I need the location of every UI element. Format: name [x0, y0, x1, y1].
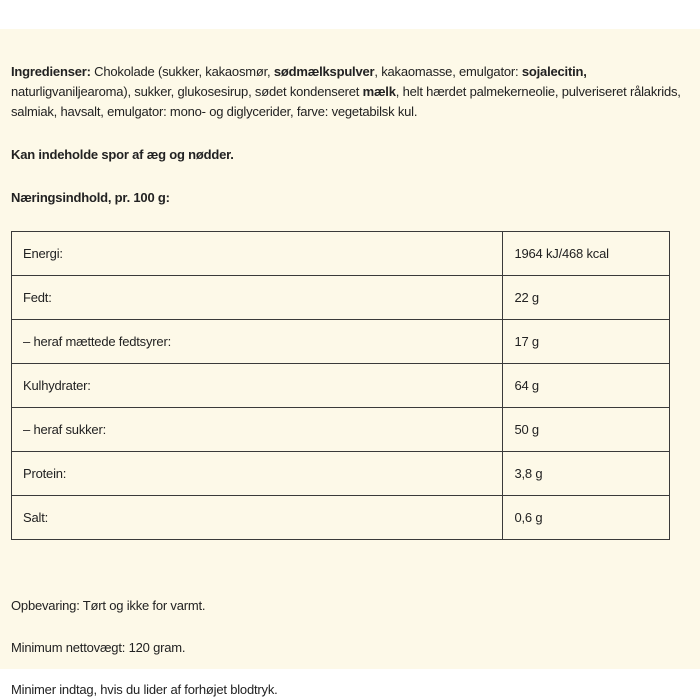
storage-instructions: Opbevaring: Tørt og ikke for varmt. — [11, 598, 206, 613]
ingredients-text: , kakaomasse, emulgator: — [374, 64, 522, 79]
table-row — [12, 276, 670, 320]
nutrition-heading: Næringsindhold, pr. 100 g: — [11, 190, 170, 205]
ingredients-label: Ingredienser: — [11, 64, 91, 79]
table-row — [12, 364, 670, 408]
allergen-milk: mælk — [362, 84, 396, 99]
table-row — [12, 496, 670, 540]
nutrient-value: 3,8 g — [503, 452, 670, 496]
nutrient-value: 50 g — [503, 408, 670, 452]
allergen-soy-lecithin: sojalecitin, — [521, 64, 587, 79]
allergen-milk-powder: sødmælkspulver — [273, 64, 375, 79]
product-info-panel — [0, 29, 700, 697]
nutrient-value: 17 g — [503, 320, 670, 364]
ingredients-text: , helt hærdet palmekerneolie, pulveriseret rålakrids, salmiak, havsalt, emulgator: mono- og diglycerider, farve: vegetabilsk kul. — [11, 84, 681, 119]
nutrient-value: 22 g — [503, 276, 670, 320]
table-row — [12, 320, 670, 364]
nutrient-label: Energi: — [12, 232, 503, 276]
ingredients-paragraph — [11, 62, 681, 122]
nutrient-label: Kulhydrater: — [12, 364, 503, 408]
ingredients-text: naturligvaniljearoma), sukker, glukosesirup, sødet kondenseret — [11, 84, 363, 99]
table-row — [12, 452, 670, 496]
nutrient-label: Protein: — [12, 452, 503, 496]
nutrient-label: – heraf mættede fedtsyrer: — [12, 320, 503, 364]
nutrient-label: Fedt: — [12, 276, 503, 320]
nutrition-table — [11, 231, 670, 540]
ingredients-text: Chokolade (sukker, kakaosmør, — [90, 64, 274, 79]
allergy-warning: Kan indeholde spor af æg og nødder. — [11, 147, 234, 162]
health-advice: Minimer indtag, hvis du lider af forhøjet blodtryk. — [11, 682, 278, 697]
nutrient-value: 1964 kJ/468 kcal — [503, 232, 670, 276]
nutrient-value: 64 g — [503, 364, 670, 408]
net-weight: Minimum nettovægt: 120 gram. — [11, 640, 186, 655]
nutrient-value: 0,6 g — [503, 496, 670, 540]
table-row — [12, 408, 670, 452]
nutrient-label: Salt: — [12, 496, 503, 540]
nutrient-label: – heraf sukker: — [12, 408, 503, 452]
product-info-content — [11, 62, 681, 700]
table-row — [12, 232, 670, 276]
